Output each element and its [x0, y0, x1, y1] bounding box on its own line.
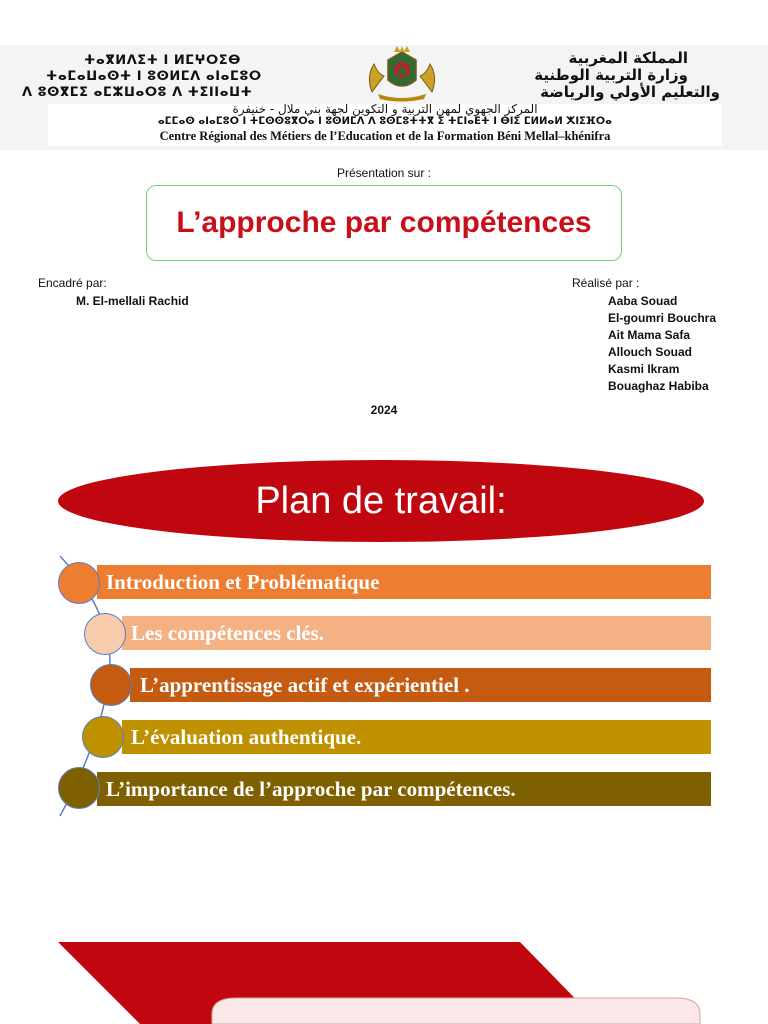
plan-item-4 — [122, 720, 711, 754]
plan-item-5 — [97, 772, 711, 806]
author-name: Kasmi Ikram — [608, 362, 680, 376]
authors-label: Réalisé par : — [572, 276, 640, 290]
plan-item-2 — [122, 616, 711, 650]
tifinagh-line-1: ⵜⴰⴳⵍⴷⵉⵜ ⵏ ⵍⵎⵖⵔⵉⴱ — [84, 53, 241, 68]
plan-bullet-4 — [82, 716, 124, 758]
presentation-label: Présentation sur : — [336, 166, 432, 180]
author-name: Aaba Souad — [608, 294, 678, 308]
tifinagh-line-2: ⵜⴰⵎⴰⵡⴰⵙⵜ ⵏ ⵓⵙⵍⵎⴷ ⴰⵏⴰⵎⵓⵔ — [46, 69, 262, 84]
author-name: El-goumri Bouchra — [608, 311, 717, 325]
author-name: Bouaghaz Habiba — [608, 379, 709, 393]
centre-name-tifinagh: ⴰⵎⵎⴰⵙ ⴰⵏⴰⵎⵓⵔ ⵏ ⵜⵎⵙⵙⵓⴳⵔⴰ ⵏ ⵓⵙⵍⵎⴷ ⴷ ⵓⵙⵎⵓⵜⵜⴳ ⵉ ⵜⵎⵏⴰⴹⵜ ⵏ ⴱⵏⵉ ⵎⵍⵍⴰⵍ ⵅⵏⵉⴼⵔⴰ — [157, 116, 613, 127]
presentation-title: L’approche par compétences — [176, 206, 592, 239]
plan-title: Plan de travail: — [255, 479, 507, 522]
plan-bullet-1 — [58, 562, 100, 604]
tifinagh-line-3: ⴷ ⵓⵙⴳⵎⵉ ⴰⵎⵣⵡⴰⵔⵓ ⴷ ⵜⵉⵏⵏⴰⵡⵜ — [22, 85, 253, 100]
supervisor-label: Encadré par: — [38, 276, 107, 290]
authors-list — [608, 293, 716, 395]
title-box — [146, 185, 622, 261]
plan-bullet-2 — [84, 613, 126, 655]
plan-item-label: Les compétences clés. — [131, 620, 325, 645]
plan-title-banner — [58, 460, 704, 542]
author-name: Ait Mama Safa — [608, 328, 691, 342]
supervisor-name: M. El-mellali Rachid — [76, 294, 189, 308]
plan-bullet-5 — [58, 767, 100, 809]
plan-item-1 — [97, 565, 711, 599]
centre-name-french: Centre Régional des Métiers de l’Education et de la Formation Béni Mellal–khénifra — [159, 129, 611, 143]
royal-coat-of-arms-icon — [364, 46, 440, 102]
year: 2024 — [370, 403, 398, 417]
plan-item-label: L’importance de l’approche par compétences. — [106, 776, 516, 801]
plan-item-label: L’évaluation authentique. — [131, 724, 362, 749]
plan-item-label: L’apprentissage actif et expérientiel . — [140, 672, 470, 697]
arabic-line-3: والتعليم الأولي والرياضة — [540, 83, 720, 101]
plan-bullet-3 — [90, 664, 132, 706]
centre-title-block — [48, 104, 722, 146]
centre-name-arabic: المركز الجهوي لمهن التربية و التكوين لجهة بني ملال - خنيفرة — [232, 102, 538, 116]
arabic-line-1: المملكة المغربية — [568, 49, 688, 67]
arabic-line-2: وزارة التربية الوطنية — [534, 66, 688, 84]
author-name: Allouch Souad — [608, 345, 692, 359]
next-slide-decoration — [0, 940, 768, 1024]
plan-item-3 — [130, 668, 711, 702]
plan-item-label: Introduction et Problématique — [106, 569, 380, 594]
